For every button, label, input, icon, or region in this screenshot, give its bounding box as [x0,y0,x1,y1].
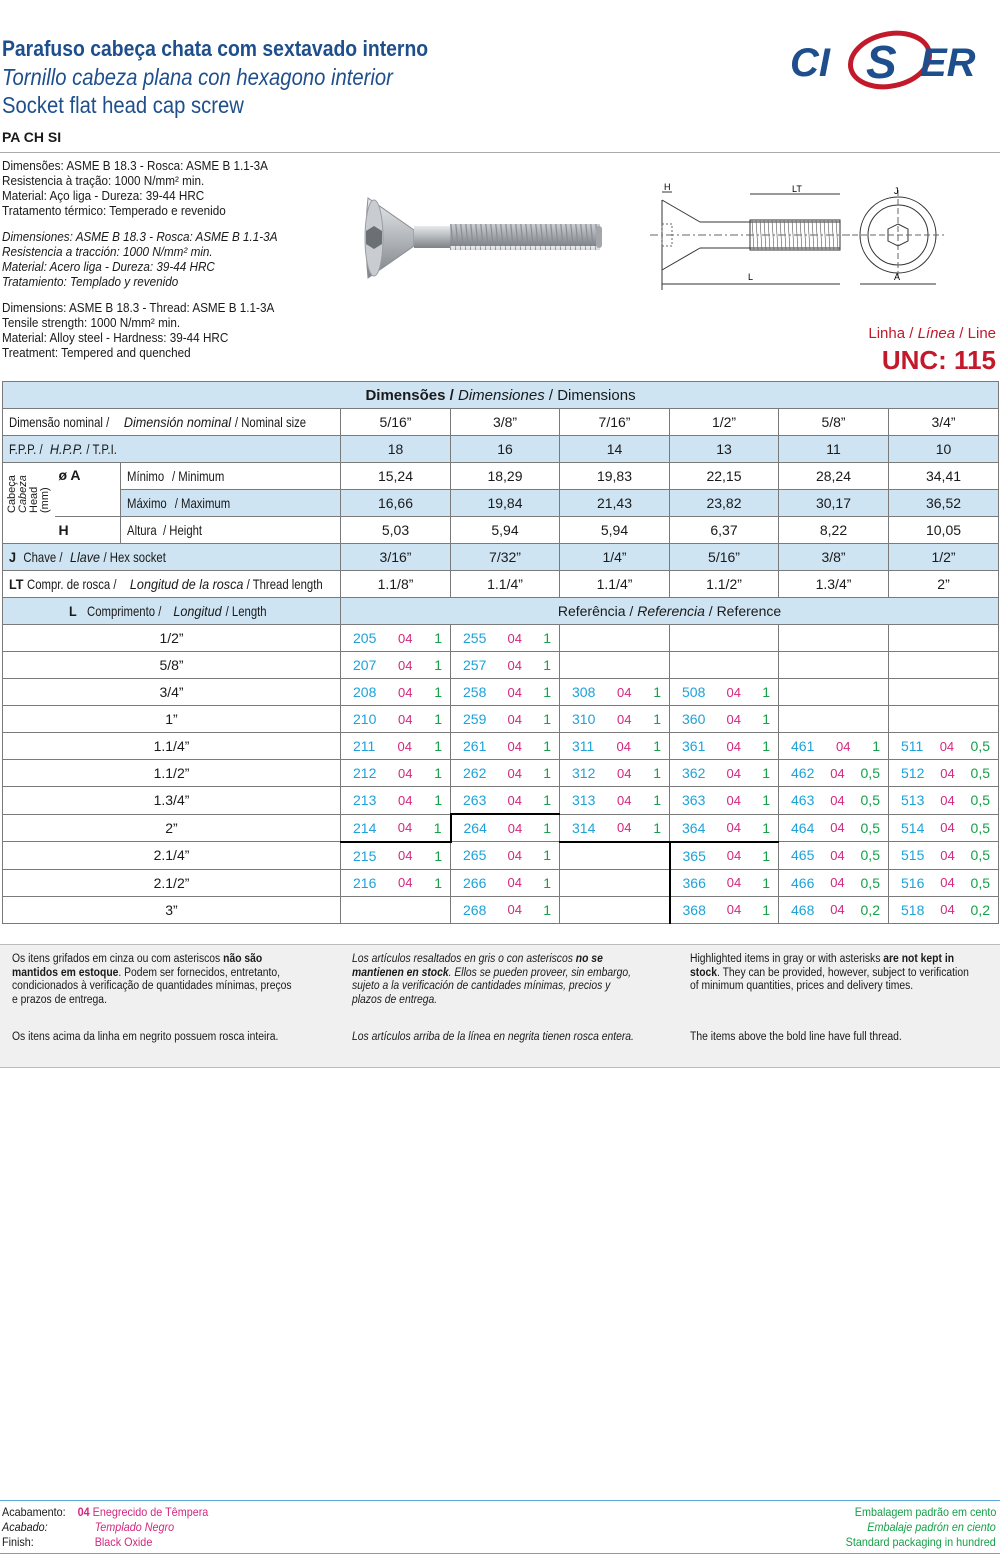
reference-cell [451,869,560,896]
technical-drawing [640,180,960,300]
ref-code: 205 [353,630,377,646]
ref-finish: 04 [940,847,955,863]
specs-en: Dimensions: ASME B 18.3 - Thread: ASME B 1.1-3A Tensile strength: 1000 N/mm² min. Material: Alloy steel - Hardness: 39-44 HRC Treatment: Tempered and quenched [2,300,275,360]
ref-finish: 04 [507,875,523,890]
ref-finish: 04 [617,792,632,808]
reference-cell [341,679,451,706]
reference-cell [779,652,889,679]
ref-finish: 04 [616,738,631,754]
ref-pack: 1 [543,684,551,700]
ref-finish: 04 [507,820,523,836]
ref-pack: 1 [543,711,551,727]
ref-finish: 04 [940,792,955,808]
ref-code: 211 [353,738,376,754]
note-pt-thread: Os itens acima da linha em negrito possuem rosca inteira. [12,1031,279,1043]
finish-en: Finish: Black Oxide [2,1535,153,1549]
nominal-size-row: Dimensão nominal / Dimensión nominal / Nominal size 5/16” 3/8” 7/16” 1/2” 5/8” 3/4” [3,409,999,436]
ref-pack: 1 [543,874,551,891]
table-row [3,842,999,870]
dimensions-table [2,381,999,924]
ref-code: 313 [572,792,596,809]
packaging-es: Embalaje padrón en ciento [867,1520,996,1534]
ref-finish: 04 [940,820,955,836]
ref-finish: 04 [507,630,523,646]
ref-finish: 04 [726,902,742,917]
ref-finish: 04 [507,792,523,808]
note-pt: Os itens grifados em cinza ou com asteriscos não são mantidos em estoque. Podem ser fornecidos, entretanto, condicionados à verificação de quantidades mínimas, preços e prazos de entrega. [12,953,292,1006]
ref-finish: 04 [617,765,632,781]
ref-finish: 04 [617,711,632,727]
ref-finish: 04 [830,902,845,917]
reference-cell [889,652,999,679]
reference-cell [341,842,451,870]
ref-code: 366 [682,874,706,891]
ref-pack: 1 [543,820,551,836]
ref-pack: 1 [434,874,442,891]
ref-code: 363 [682,792,706,809]
head-label: Cabeça Cabeza Head (mm) [3,463,55,544]
reference-cell [560,787,670,815]
svg-text:CI: CI [790,41,830,85]
ref-code: 515 [901,847,925,864]
reference-cell [341,896,451,923]
ref-finish: 04 [830,847,845,863]
footer [0,1500,1000,1549]
ref-code: 511 [901,738,924,754]
ref-code: 216 [353,874,377,891]
ref-pack: 1 [762,711,770,727]
reference-cell [560,814,670,842]
ref-code: 461 [791,738,815,754]
length-cell: 1/2” [3,625,341,652]
reference-cell [670,869,779,896]
note-es: Los artículos resaltados en gris o con asteriscos no se mantienen en stock. Ellos se pueden proveer, sin embargo, sujeto a la verificación de cantidades mínimas, precios y plazos de entrega. [352,953,632,1006]
reference-cell [889,896,999,923]
ref-code: 314 [572,819,596,836]
reference-cell [670,706,779,733]
ref-code: 215 [353,847,377,864]
length-cell: 2.1/4” [3,842,341,870]
notes-box [0,944,1000,1068]
reference-cell [670,625,779,652]
reference-cell [670,760,779,787]
ref-finish: 04 [398,657,413,673]
table-row [3,787,999,815]
ref-code: 266 [463,874,487,891]
ref-pack: 0,5 [860,819,880,836]
reference-cell [560,706,670,733]
ref-code: 255 [463,630,487,646]
reference-cell [341,625,451,652]
specs-es: Dimensiones: ASME B 18.3 - Rosca: ASME B 1.1-3A Resistencia a tracción: 1000 N/mm² min. Material: Acero liga - Dureza: 39-44 HRC Tratamiento: Templado y revenido [2,229,278,289]
ref-pack: 1 [434,792,442,809]
thread-length-row: LT Compr. de rosca / Longitud de la rosca / Thread length 1.1/8” 1.1/4” 1.1/4” 1.1/2” 1.3/4” 2” [3,571,999,598]
reference-cell [779,869,889,896]
reference-cell [451,625,560,652]
ref-finish: 04 [940,902,955,917]
ref-pack: 1 [653,684,661,700]
ref-code: 518 [901,901,925,918]
reference-cell [341,787,451,815]
ref-code: 508 [682,684,706,700]
ref-pack: 1 [434,630,442,646]
table-row [3,760,999,787]
reference-cell [560,625,670,652]
reference-cell [889,814,999,842]
ref-pack: 1 [434,684,442,700]
ref-pack: 1 [762,765,770,781]
ref-finish: 04 [507,711,523,727]
ref-code: 213 [353,792,377,809]
ref-code: 360 [682,711,706,727]
ref-code: 466 [791,874,815,891]
ref-finish: 04 [507,765,523,781]
reference-cell [889,842,999,870]
ref-code: 513 [901,792,925,809]
ref-finish: 04 [398,792,413,808]
length-cell: 2” [3,814,341,842]
ref-finish: 04 [830,875,845,890]
ref-pack: 1 [653,792,661,809]
reference-cell [889,787,999,815]
reference-cell [889,625,999,652]
ref-finish: 04 [507,657,523,673]
reference-cell [341,760,451,787]
hex-socket-row: J Chave / Llave / Hex socket 3/16” 7/32” 1/4” 5/16” 3/8” 1/2” [3,544,999,571]
reference-cell [670,787,779,815]
ref-pack: 0,5 [970,792,991,809]
reference-cell [889,760,999,787]
ref-code: 514 [901,819,925,836]
ref-finish: 04 [398,848,413,863]
reference-cell [341,733,451,760]
table-row [3,625,999,652]
table-row [3,679,999,706]
ref-code: 516 [901,874,925,891]
ref-code: 263 [463,792,487,808]
ref-pack: 0,5 [860,792,880,809]
reference-cell [560,760,670,787]
head-min-row: Cabeça Cabeza Head (mm) ø A Mínimo / Minimum 15,24 18,29 19,83 22,15 28,24 34,41 [3,463,999,490]
ref-pack: 0,5 [970,819,991,836]
ref-finish: 04 [507,902,523,917]
reference-cell [560,869,670,896]
table-row [3,814,999,842]
tpi-row: F.P.P. / H.P.P. / T.P.I. 18 16 14 13 11 10 [3,436,999,463]
ref-code: 265 [463,847,487,864]
ref-code: 208 [353,684,377,700]
ref-pack: 1 [653,765,661,781]
finish-pt: Acabamento: 04 Enegrecido de Têmpera [2,1505,209,1519]
ref-finish: 04 [836,738,851,754]
ref-pack: 1 [762,901,770,918]
reference-cell [779,679,889,706]
ref-pack: 1 [762,874,770,891]
dimensions-header-row: Dimensões / Dimensiones / Dimensions [3,382,999,409]
svg-text:ER: ER [920,41,976,85]
ref-pack: 1 [543,847,551,864]
product-code: PA CH SI [2,129,62,145]
ref-code: 214 [353,819,377,836]
ref-pack: 1 [762,792,770,809]
svg-text:LT: LT [792,184,802,194]
reference-cell [341,814,451,842]
length-cell: 1.3/4” [3,787,341,815]
svg-text:J: J [894,186,899,196]
reference-cell [779,787,889,815]
reference-cell [451,706,560,733]
table-row [3,733,999,760]
svg-text:H: H [664,182,671,192]
reference-cell [889,679,999,706]
line-label: Linha / Línea / Line [868,325,996,342]
reference-cell [670,842,779,870]
length-cell: 1.1/4” [3,733,341,760]
ref-pack: 1 [434,847,442,864]
reference-cell [889,733,999,760]
reference-cell [451,787,560,815]
reference-cell [560,652,670,679]
ref-pack: 1 [762,847,770,864]
table-row [3,652,999,679]
ref-finish: 04 [726,765,742,781]
ref-finish: 04 [940,875,955,890]
ref-pack: 1 [543,792,551,808]
ref-finish: 04 [397,738,412,754]
ref-pack: 1 [543,901,551,918]
ref-code: 264 [463,820,487,836]
ref-code: 207 [353,657,377,673]
reference-cell [451,760,560,787]
ref-finish: 04 [830,765,845,781]
ref-code: 259 [463,711,487,727]
reference-cell [779,760,889,787]
ref-pack: 0,2 [860,901,880,918]
ref-code: 210 [353,711,377,727]
table-row [3,869,999,896]
reference-cell [889,869,999,896]
ref-pack: 1 [543,738,551,754]
ref-code: 464 [791,819,815,836]
reference-cell [451,652,560,679]
length-cell: 2.1/2” [3,869,341,896]
ref-code: 362 [682,765,706,781]
ref-code: 268 [463,901,487,918]
svg-text:L: L [748,272,754,282]
table-row [3,896,999,923]
ref-pack: 1 [434,711,442,727]
reference-cell [451,842,560,870]
ref-finish: 04 [398,684,413,700]
svg-text:S: S [866,36,897,88]
screw-photo [360,186,610,286]
reference-cell [341,652,451,679]
line-value: UNC: 115 [881,345,996,375]
head-max-row: Máximo / Maximum 16,66 19,84 21,43 23,82 30,17 36,52 [3,490,999,517]
ref-pack: 1 [434,765,442,781]
reference-rows [3,625,999,924]
ref-finish: 04 [398,630,413,646]
ref-code: 468 [791,901,815,918]
length-cell: 1.1/2” [3,760,341,787]
reference-cell [779,706,889,733]
ref-code: 512 [901,765,925,781]
ref-finish: 04 [830,820,845,836]
ref-finish: 04 [507,738,523,754]
ref-pack: 1 [762,684,770,700]
finish-es: Acabado: Templado Negro [2,1520,175,1534]
ref-finish: 04 [617,820,632,835]
ref-pack: 0,2 [970,901,991,918]
ref-finish: 04 [726,875,742,890]
ref-pack: 1 [872,738,880,754]
ref-finish: 04 [398,765,413,781]
note-en: Highlighted items in gray or with asterisks are not kept in stock. They can be provided, however, subject to verification of minimum quantities, prices and delivery times. [690,953,969,992]
ref-pack: 0,5 [860,847,880,864]
ref-pack: 1 [543,765,551,781]
svg-text:A: A [894,272,901,282]
ref-pack: 0,5 [970,847,991,864]
ref-pack: 1 [653,738,661,754]
ref-finish: 04 [726,848,742,863]
ciser-logo [786,26,998,96]
ref-finish: 04 [726,711,742,727]
reference-cell [451,896,560,923]
reference-cell [779,625,889,652]
ref-code: 261 [463,738,487,754]
reference-cell [670,814,779,842]
ref-pack: 1 [653,711,661,727]
ref-code: 262 [463,765,487,781]
reference-cell [779,733,889,760]
length-cell: 1” [3,706,341,733]
ref-code: 365 [682,847,706,864]
ref-code: 258 [463,684,487,700]
divider [0,152,1000,153]
reference-cell [451,814,560,842]
ref-pack: 1 [433,819,442,836]
reference-cell [451,733,560,760]
ref-finish: 04 [617,684,632,700]
length-cell: 3/4” [3,679,341,706]
ref-finish: 04 [507,847,523,863]
reference-cell [670,652,779,679]
reference-cell [560,896,670,923]
reference-cell [889,706,999,733]
ref-finish: 04 [726,820,742,835]
ref-code: 462 [791,765,815,781]
ref-finish: 04 [726,792,742,808]
ref-finish: 04 [940,765,955,781]
reference-cell [670,733,779,760]
reference-cell [341,706,451,733]
ref-code: 364 [682,819,706,836]
ref-pack: 1 [653,819,661,836]
ref-code: 257 [463,657,487,673]
reference-cell [451,679,560,706]
ref-code: 361 [682,738,706,754]
reference-cell [341,869,451,896]
title-pt: Parafuso cabeça chata com sextavado interno [2,36,429,61]
title-en: Socket flat head cap screw [2,92,244,118]
reference-cell [560,842,670,870]
ref-code: 312 [572,765,596,781]
ref-pack: 1 [543,630,551,646]
ref-code: 308 [572,684,596,700]
reference-cell [779,814,889,842]
table-row [3,706,999,733]
packaging-pt: Embalagem padrão em cento [854,1505,996,1519]
ref-code: 368 [682,901,706,918]
ref-pack: 1 [762,819,770,836]
length-cell: 3” [3,896,341,923]
ref-code: 212 [353,765,377,781]
ref-pack: 1 [762,738,770,754]
head-height-row: H Altura / Height 5,03 5,94 5,94 6,37 8,22 10,05 [3,517,999,544]
ref-finish: 04 [398,711,413,727]
reference-cell [670,679,779,706]
ref-finish: 04 [398,875,413,890]
ref-code: 311 [572,738,595,754]
footer-rule [0,1553,1000,1554]
ref-pack: 0,5 [970,765,991,781]
reference-cell [560,679,670,706]
ref-finish: 04 [939,738,955,754]
ref-finish: 04 [397,820,413,835]
ref-code: 463 [791,792,815,809]
specs-pt: Dimensões: ASME B 18.3 - Rosca: ASME B 1.1-3A Resistencia à tração: 1000 N/mm² min. Material: Aço liga - Dureza: 39-44 HRC Tratamento térmico: Temperado e revenido [2,158,268,218]
ref-finish: 04 [830,792,845,808]
ref-finish: 04 [507,684,523,700]
reference-cell [560,733,670,760]
ref-code: 465 [791,847,815,864]
packaging-en: Standard packaging in hundred [845,1535,996,1549]
note-en-thread: The items above the bold line have full thread. [690,1031,902,1043]
reference-header-row: L Comprimento / Longitud / Length Referência / Referencia / Reference [3,598,999,625]
ref-pack: 0,5 [970,738,991,754]
ref-pack: 1 [543,657,551,673]
ref-pack: 0,5 [860,874,880,891]
reference-cell [670,896,779,923]
reference-cell [779,842,889,870]
reference-cell [779,896,889,923]
ref-code: 310 [572,711,596,727]
title-es: Tornillo cabeza plana con hexagono interior [2,64,393,90]
note-es-thread: Los artículos arriba de la línea en negrita tienen rosca entera. [352,1031,634,1043]
ref-finish: 04 [726,684,742,700]
ref-pack: 0,5 [860,765,880,781]
length-cell: 5/8” [3,652,341,679]
ref-finish: 04 [726,738,742,754]
ref-pack: 1 [434,657,442,673]
ref-pack: 0,5 [970,874,991,891]
ref-pack: 1 [434,738,442,754]
